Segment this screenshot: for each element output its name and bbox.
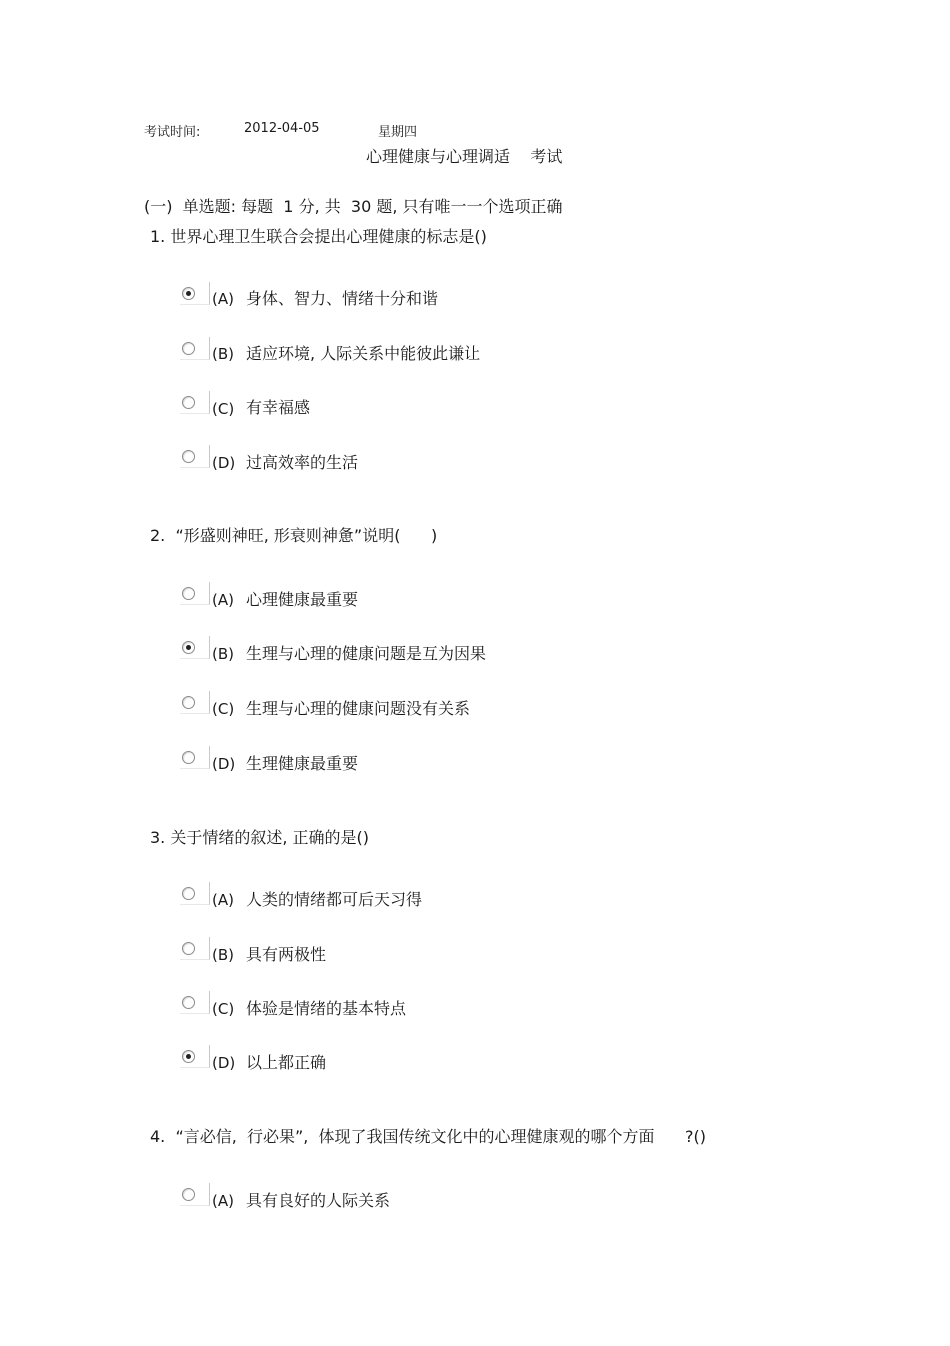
option-radio[interactable] — [182, 996, 195, 1009]
option-letter: (C) — [212, 700, 235, 718]
option-text: 具有两极性 — [246, 945, 327, 964]
exam-weekday: 星期四 — [378, 125, 418, 140]
option-letter: (C) — [212, 400, 235, 418]
option-text: 过高效率的生活 — [246, 453, 359, 472]
option-text: 人类的情绪都可后天习得 — [246, 890, 423, 909]
question-text: 2. “形盛则神旺, 形衰则神惫”说明( ) — [150, 526, 438, 545]
option-text: 身体、智力、情绪十分和谐 — [246, 289, 439, 308]
option-radio[interactable] — [182, 587, 195, 600]
option-text: 生理与心理的健康问题是互为因果 — [246, 644, 487, 663]
option-radio[interactable] — [182, 396, 195, 409]
option-radio[interactable] — [182, 1050, 195, 1063]
question-text: 3. 关于情绪的叙述, 正确的是() — [150, 828, 370, 847]
exam-date: 2012-04-05 — [244, 121, 320, 136]
option-radio[interactable] — [182, 751, 195, 764]
option-letter: (D) — [212, 755, 236, 773]
exam-title: 心理健康与心理调适 考试 — [366, 147, 563, 166]
option-letter: (B) — [212, 946, 234, 964]
option-radio[interactable] — [182, 287, 195, 300]
option-text: 具有良好的人际关系 — [246, 1191, 391, 1210]
option-letter: (D) — [212, 1054, 236, 1072]
option-radio[interactable] — [182, 696, 195, 709]
option-letter: (B) — [212, 645, 234, 663]
option-letter: (A) — [212, 591, 234, 609]
option-text: 体验是情绪的基本特点 — [246, 999, 407, 1018]
option-radio[interactable] — [182, 450, 195, 463]
option-letter: (D) — [212, 454, 236, 472]
option-radio[interactable] — [182, 641, 195, 654]
option-radio[interactable] — [182, 887, 195, 900]
section-header: (一) 单选题: 每题 1 分, 共 30 题, 只有唯一一个选项正确 — [144, 197, 563, 216]
option-text: 生理与心理的健康问题没有关系 — [246, 699, 471, 718]
option-letter: (A) — [212, 1192, 234, 1210]
option-text: 心理健康最重要 — [246, 590, 359, 609]
option-radio[interactable] — [182, 1188, 195, 1201]
option-text: 有幸福感 — [246, 398, 311, 417]
option-radio[interactable] — [182, 942, 195, 955]
option-letter: (B) — [212, 345, 234, 363]
option-text: 适应环境, 人际关系中能彼此谦让 — [246, 344, 481, 363]
question-text: 1. 世界心理卫生联合会提出心理健康的标志是() — [150, 227, 487, 246]
option-radio[interactable] — [182, 342, 195, 355]
option-letter: (A) — [212, 891, 234, 909]
question-text: 4. “言必信, 行必果”, 体现了我国传统文化中的心理健康观的哪个方面 ?() — [150, 1127, 707, 1146]
option-text: 以上都正确 — [246, 1053, 327, 1072]
exam-time-label: 考试时间: — [144, 125, 201, 140]
option-letter: (A) — [212, 290, 234, 308]
option-letter: (C) — [212, 1000, 235, 1018]
option-text: 生理健康最重要 — [246, 754, 359, 773]
